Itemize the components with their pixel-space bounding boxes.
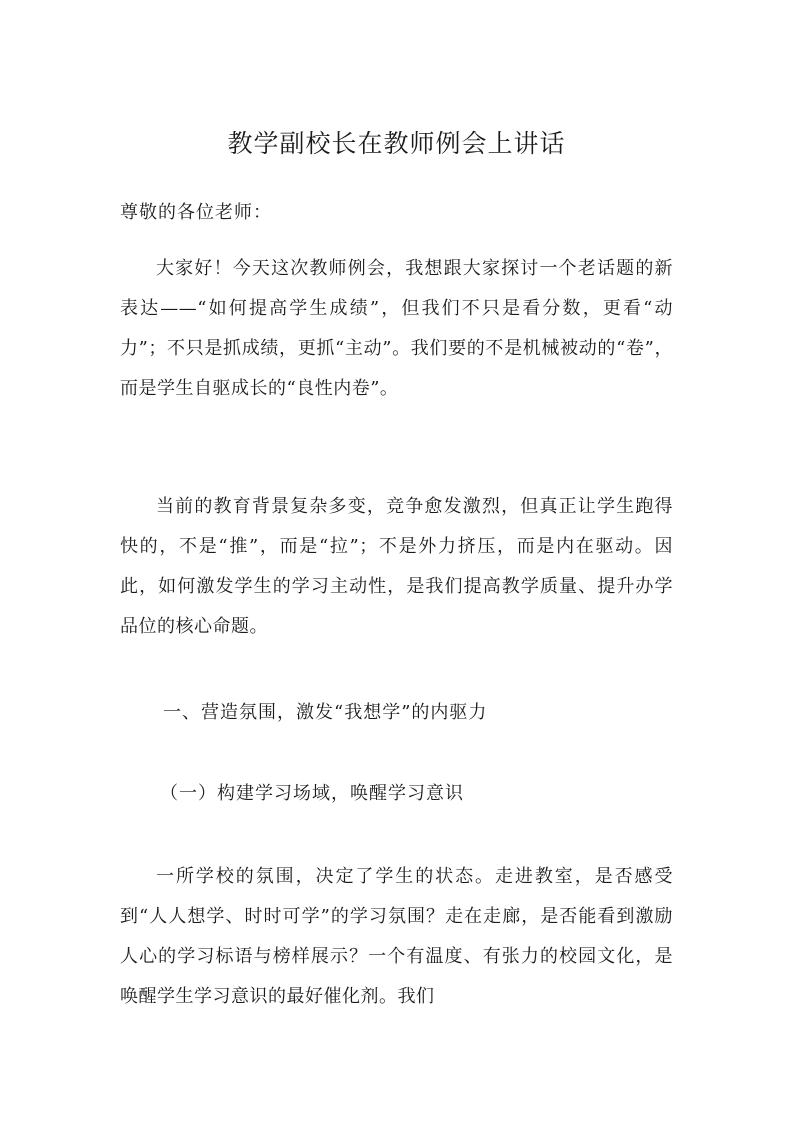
paragraph-atmosphere: 一所学校的氛围，决定了学生的状态。走进教室，是否感受到“人人想学、时时可学”的学习氛围？走在走廊，是否能看到激励人心的学习标语与榜样展示？一个有温度、有张力的校园文化，是唤醒学生学习意识的最好催化剂。我们 bbox=[120, 866, 673, 1007]
paragraph-background: 当前的教育背景复杂多变，竞争愈发激烈，但真正让学生跑得快的，不是“推”，而是“拉”；不是外力挤压，而是内在驱动。因此，如何激发学生的学习主动性，是我们提高教学质量、提升办学品位的核心命题。 bbox=[120, 496, 673, 637]
document-title: 教学副校长在教师例会上讲话 bbox=[227, 129, 566, 158]
paragraph-intro: 大家好！今天这次教师例会，我想跟大家探讨一个老话题的新表达——“如何提高学生成绩”，但我们不只是看分数，更看“动力”；不只是抓成绩，更抓“主动”。我们要的不是机械被动的“卷”，而是学生自驱成长的“良性内卷”。 bbox=[120, 258, 673, 399]
section-heading: 一、营造氛围，激发“我想学”的内驱力 bbox=[163, 702, 488, 723]
salutation: 尊敬的各位老师： bbox=[120, 202, 272, 223]
subsection-heading: （一）构建学习场域，唤醒学习意识 bbox=[160, 783, 464, 804]
